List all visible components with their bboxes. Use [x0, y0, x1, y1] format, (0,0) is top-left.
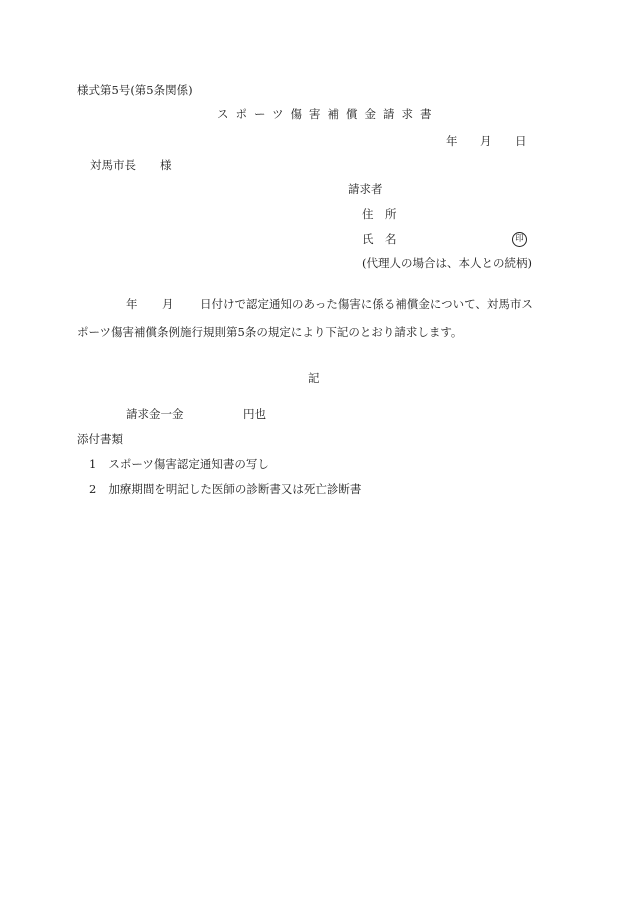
date-month-label: 月	[480, 134, 492, 148]
body-month-label: 月	[162, 297, 174, 311]
attachment-item-text: 加療期間を明記した医師の診断書又は死亡診断書	[108, 482, 362, 496]
body-line-1: 日付けで認定通知のあった傷害に係る補償金について、対馬市ス	[200, 297, 533, 311]
attachments-heading: 添付書類	[77, 432, 123, 446]
attachment-item	[89, 483, 361, 497]
amount-unit: 円也	[243, 407, 266, 421]
attachment-item	[89, 458, 269, 472]
seal-stamp-icon: 印	[512, 232, 527, 247]
attachment-item-number: 1	[89, 457, 97, 471]
claimant-heading: 請求者	[348, 182, 383, 196]
seal-mark	[512, 231, 527, 247]
addressee-honorific: 様	[160, 158, 172, 172]
attachment-item-text: スポーツ傷害認定通知書の写し	[108, 457, 269, 471]
claimant-name-label: 氏 名	[362, 232, 397, 246]
attachment-item-number: 2	[89, 482, 97, 496]
amount-label: 請求金一金	[126, 407, 184, 421]
claimant-address-label: 住 所	[362, 207, 397, 221]
body-year-label: 年	[126, 297, 138, 311]
body-line-2: ポーツ傷害補償条例施行規則第5条の規定により下記のとおり請求します。	[77, 325, 463, 339]
form-number: 様式第5号(第5条関係)	[77, 83, 193, 97]
form-title: スポーツ傷害補償金請求書	[217, 107, 439, 121]
addressee-name: 対馬市長	[90, 158, 136, 172]
ki-heading: 記	[308, 371, 320, 385]
proxy-note: (代理人の場合は、本人との続柄)	[362, 256, 532, 270]
date-day-label: 日	[515, 134, 527, 148]
date-year-label: 年	[446, 134, 458, 148]
